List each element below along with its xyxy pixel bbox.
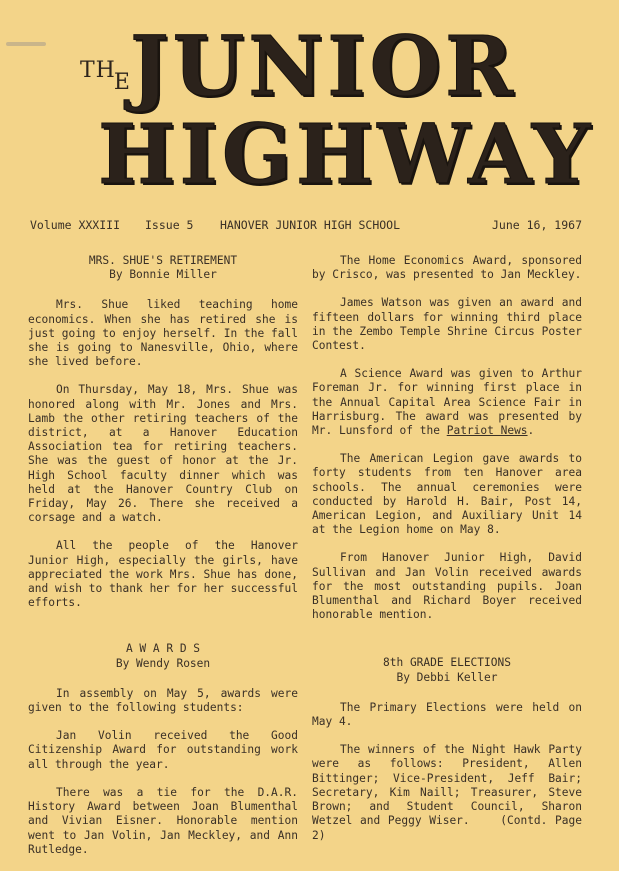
retirement-paragraph-2: On Thursday, May 18, Mrs. Shue was honored along with Mr. Jones and Mrs. Lamb the other retiring teachers of the district, at a Hanover Education Association tea for retiring teachers. She was the guest of honor at the Jr. High School faculty dinner which was held at the Hanover Country Club on Friday, May 26. There she received a corsage and a watch. bbox=[28, 383, 298, 525]
poster-contest-paragraph: James Watson was given an award and fifteen dollars for winning third place in the Zembo Temple Shrine Circus Poster Contest. bbox=[312, 296, 582, 353]
elections-paragraph-2: The winners of the Night Hawk Party were as follows: President, Allen Bittinger; Vice-President, Jeff Bair; Secretary, Kim Naill; Treasurer, Steve Brown; and Student Council, Sharon Wetzel and Peggy Wiser. (Contd. Page 2) bbox=[312, 743, 582, 842]
retirement-paragraph-1: Mrs. Shue liked teaching home economics. When she has retired she is just going to enjoy herself. In the fall she is going to Nanesville, Ohio, where she lived before. bbox=[28, 298, 298, 369]
left-column bbox=[28, 254, 298, 871]
continued-note: (Contd. Page 2) bbox=[312, 814, 582, 842]
issue-date: June 16, 1967 bbox=[492, 218, 583, 232]
awards-paragraph-2: Jan Volin received the Good Citizenship Award for outstanding work all through the year. bbox=[28, 729, 298, 771]
retirement-byline: By Bonnie Miller bbox=[109, 268, 217, 282]
masthead-junior: JUNIOR bbox=[130, 19, 518, 115]
science-award-paragraph: A Science Award was given to Arthur Foreman Jr. for winning first place in the Annual Capital Area Science Fair in Harrisburg. The award was presented by Mr. Lunsford of the Patriot News. bbox=[312, 367, 582, 438]
awards-paragraph-3: There was a tie for the D.A.R. History Award between Joan Blumenthal and Vivian Eisner. Honorable mention went to Jan Volin, Jan Meckley, and Ann Rutledge. bbox=[28, 785, 298, 856]
awards-paragraph-1: In assembly on May 5, awards were given to the following students: bbox=[28, 686, 298, 715]
masthead bbox=[0, 19, 619, 207]
school-name: HANOVER JUNIOR HIGH SCHOOL bbox=[220, 218, 401, 232]
volume-label: Volume XXXIII bbox=[30, 218, 121, 232]
elections-paragraph-1: The Primary Elections were held on May 4. bbox=[312, 700, 582, 729]
retirement-title: MRS. SHUE'S RETIREMENT bbox=[88, 254, 238, 267]
elections-title: 8th GRADE ELECTIONS bbox=[383, 656, 511, 670]
american-legion-paragraph: The American Legion gave awards to forty students from ten Hanover area schools. The annual ceremonies were conducted by Harold H. Bair, Post 14, American Legion, and Auxiliary Unit 14 at the Legion home on May 8. bbox=[312, 452, 582, 537]
awards-byline: By Wendy Rosen bbox=[115, 656, 211, 670]
retirement-paragraph-3: All the people of the Hanover Junior High, especially the girls, have appreciated the work Mrs. Shue has done, and wish to thank her for her successful efforts. bbox=[28, 539, 298, 610]
issue-label: Issue 5 bbox=[145, 218, 194, 232]
home-economics-paragraph: The Home Economics Award, sponsored by Crisco, was presented to Jan Meckley. bbox=[312, 254, 582, 282]
elections-byline: By Debbi Keller bbox=[396, 670, 498, 684]
outstanding-pupils-paragraph: From Hanover Junior High, David Sullivan and Jan Volin received awards for the most outstanding pupils. Joan Blumenthal and Richard Boyer received honorable mention. bbox=[312, 551, 582, 622]
masthead-the: THE bbox=[80, 58, 131, 95]
patriot-news-title: Patriot News bbox=[446, 424, 528, 438]
awards-title: A W A R D S bbox=[125, 642, 201, 656]
masthead-highway: HIGHWAY bbox=[98, 107, 595, 203]
right-column bbox=[312, 254, 582, 857]
